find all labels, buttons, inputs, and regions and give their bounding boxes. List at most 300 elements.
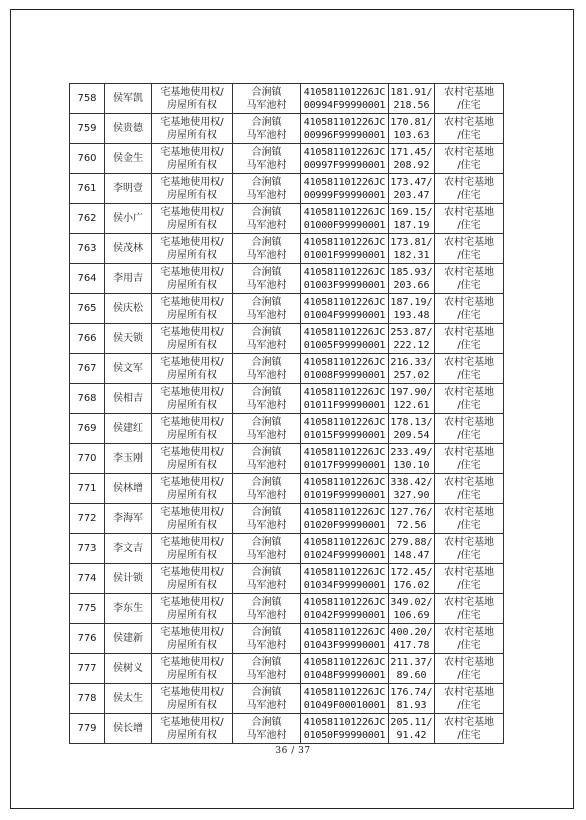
usage-line: /住宅 (457, 99, 481, 111)
location-cell (233, 144, 301, 174)
right-type-line: 宅基地使用权/ (160, 416, 224, 428)
usage-line: 农村宅基地 (444, 116, 494, 128)
right-type-line: 房屋所有权 (167, 429, 217, 441)
right-type-line: 宅基地使用权/ (160, 596, 224, 608)
right-type-cell (152, 174, 233, 204)
location-line: 马军池村 (246, 309, 287, 321)
location-line: 合涧镇 (251, 146, 282, 158)
area-line: 193.48 (393, 309, 430, 321)
unit-code-cell (301, 144, 389, 174)
unit-code-line: 01034F99990001 (303, 579, 386, 591)
area-line: 203.47 (393, 189, 430, 201)
unit-code-line: 410581101226JC (303, 236, 386, 248)
location-line: 合涧镇 (251, 416, 282, 428)
location-line: 合涧镇 (251, 536, 282, 548)
area-line: 216.33/ (390, 356, 433, 368)
right-type-line: 房屋所有权 (167, 699, 217, 711)
unit-code-cell (301, 234, 389, 264)
right-type-line: 房屋所有权 (167, 459, 217, 471)
area-cell (389, 444, 435, 474)
right-type-line: 房屋所有权 (167, 99, 217, 111)
unit-code-line: 410581101226JC (303, 506, 386, 518)
location-line: 马军池村 (246, 129, 287, 141)
usage-line: 农村宅基地 (444, 206, 494, 218)
usage-line: /住宅 (457, 189, 481, 201)
row-number-cell: 760 (70, 144, 105, 174)
usage-line: 农村宅基地 (444, 266, 494, 278)
area-cell (389, 384, 435, 414)
registration-table (69, 83, 504, 744)
area-line: 72.56 (396, 519, 427, 531)
location-cell (233, 624, 301, 654)
unit-code-cell (301, 114, 389, 144)
usage-line: /住宅 (457, 549, 481, 561)
location-line: 马军池村 (246, 579, 287, 591)
area-line: 169.15/ (390, 206, 433, 218)
area-line: 257.02 (393, 369, 430, 381)
right-type-cell (152, 114, 233, 144)
location-line: 马军池村 (246, 249, 287, 261)
location-line: 马军池村 (246, 99, 287, 111)
area-cell (389, 654, 435, 684)
location-line: 马军池村 (246, 639, 287, 651)
unit-code-cell (301, 354, 389, 384)
usage-line: /住宅 (457, 699, 481, 711)
table-row (70, 474, 504, 504)
location-line: 马军池村 (246, 519, 287, 531)
location-cell (233, 654, 301, 684)
unit-code-line: 410581101226JC (303, 536, 386, 548)
location-cell (233, 114, 301, 144)
row-number-cell: 766 (70, 324, 105, 354)
area-cell (389, 504, 435, 534)
location-line: 马军池村 (246, 489, 287, 501)
usage-cell (435, 324, 504, 354)
table-row (70, 294, 504, 324)
table-row (70, 114, 504, 144)
row-number-cell: 771 (70, 474, 105, 504)
area-line: 171.45/ (390, 146, 433, 158)
area-line: 182.31 (393, 249, 430, 261)
area-line: 400.20/ (390, 626, 433, 638)
right-type-line: 宅基地使用权/ (160, 206, 224, 218)
location-line: 马军池村 (246, 189, 287, 201)
area-cell (389, 534, 435, 564)
unit-code-cell (301, 654, 389, 684)
right-type-line: 房屋所有权 (167, 249, 217, 261)
location-line: 合涧镇 (251, 656, 282, 668)
row-number-cell: 761 (70, 174, 105, 204)
name-cell: 侯小广 (105, 204, 152, 234)
area-cell (389, 684, 435, 714)
area-line: 81.93 (396, 699, 427, 711)
name-cell: 侯贵德 (105, 114, 152, 144)
row-number-cell: 777 (70, 654, 105, 684)
right-type-cell (152, 354, 233, 384)
usage-line: /住宅 (457, 639, 481, 651)
usage-line: 农村宅基地 (444, 236, 494, 248)
usage-line: /住宅 (457, 669, 481, 681)
right-type-line: 房屋所有权 (167, 669, 217, 681)
usage-line: 农村宅基地 (444, 596, 494, 608)
table-row (70, 234, 504, 264)
location-cell (233, 684, 301, 714)
unit-code-cell (301, 264, 389, 294)
unit-code-cell (301, 684, 389, 714)
right-type-line: 房屋所有权 (167, 399, 217, 411)
right-type-line: 宅基地使用权/ (160, 86, 224, 98)
area-line: 176.74/ (390, 686, 433, 698)
right-type-line: 房屋所有权 (167, 519, 217, 531)
unit-code-line: 410581101226JC (303, 176, 386, 188)
usage-line: /住宅 (457, 309, 481, 321)
right-type-line: 房屋所有权 (167, 189, 217, 201)
usage-cell (435, 174, 504, 204)
location-line: 合涧镇 (251, 176, 282, 188)
name-cell: 侯金生 (105, 144, 152, 174)
row-number-cell: 772 (70, 504, 105, 534)
location-line: 合涧镇 (251, 716, 282, 728)
name-cell: 李用吉 (105, 264, 152, 294)
usage-line: 农村宅基地 (444, 536, 494, 548)
location-cell (233, 324, 301, 354)
usage-line: /住宅 (457, 399, 481, 411)
area-line: 106.69 (393, 609, 430, 621)
usage-cell (435, 444, 504, 474)
unit-code-line: 410581101226JC (303, 686, 386, 698)
area-line: 417.78 (393, 639, 430, 651)
right-type-cell (152, 204, 233, 234)
usage-line: 农村宅基地 (444, 86, 494, 98)
location-cell (233, 534, 301, 564)
usage-line: 农村宅基地 (444, 176, 494, 188)
unit-code-line: 410581101226JC (303, 116, 386, 128)
unit-code-line: 01017F99990001 (303, 459, 386, 471)
row-number-cell: 768 (70, 384, 105, 414)
area-line: 253.87/ (390, 326, 433, 338)
right-type-cell (152, 654, 233, 684)
right-type-line: 宅基地使用权/ (160, 176, 224, 188)
table-row (70, 564, 504, 594)
unit-code-cell (301, 564, 389, 594)
location-line: 合涧镇 (251, 296, 282, 308)
usage-cell (435, 504, 504, 534)
right-type-line: 房屋所有权 (167, 339, 217, 351)
right-type-cell (152, 234, 233, 264)
usage-line: 农村宅基地 (444, 356, 494, 368)
right-type-line: 宅基地使用权/ (160, 566, 224, 578)
right-type-line: 宅基地使用权/ (160, 296, 224, 308)
table-row (70, 204, 504, 234)
name-cell: 李玉刚 (105, 444, 152, 474)
unit-code-line: 01048F99990001 (303, 669, 386, 681)
table-body (70, 84, 504, 744)
right-type-cell (152, 84, 233, 114)
area-line: 181.91/ (390, 86, 433, 98)
usage-line: /住宅 (457, 579, 481, 591)
row-number-cell: 774 (70, 564, 105, 594)
area-line: 127.76/ (390, 506, 433, 518)
row-number-cell: 759 (70, 114, 105, 144)
usage-line: 农村宅基地 (444, 566, 494, 578)
right-type-line: 宅基地使用权/ (160, 476, 224, 488)
area-line: 233.49/ (390, 446, 433, 458)
usage-cell (435, 414, 504, 444)
area-cell (389, 624, 435, 654)
usage-line: 农村宅基地 (444, 506, 494, 518)
area-line: 327.90 (393, 489, 430, 501)
location-cell (233, 594, 301, 624)
right-type-cell (152, 474, 233, 504)
row-number-cell: 776 (70, 624, 105, 654)
usage-line: /住宅 (457, 429, 481, 441)
right-type-line: 房屋所有权 (167, 129, 217, 141)
usage-line: /住宅 (457, 219, 481, 231)
area-cell (389, 714, 435, 744)
location-cell (233, 264, 301, 294)
unit-code-cell (301, 714, 389, 744)
usage-cell (435, 384, 504, 414)
usage-cell (435, 84, 504, 114)
area-cell (389, 264, 435, 294)
table-row (70, 714, 504, 744)
usage-cell (435, 684, 504, 714)
location-cell (233, 84, 301, 114)
unit-code-line: 01019F99990001 (303, 489, 386, 501)
unit-code-line: 01004F99990001 (303, 309, 386, 321)
location-line: 合涧镇 (251, 686, 282, 698)
unit-code-line: 00996F99990001 (303, 129, 386, 141)
area-line: 103.63 (393, 129, 430, 141)
usage-cell (435, 204, 504, 234)
unit-code-line: 00999F99990001 (303, 189, 386, 201)
row-number-cell: 779 (70, 714, 105, 744)
usage-line: 农村宅基地 (444, 296, 494, 308)
table-row (70, 354, 504, 384)
unit-code-line: 01015F99990001 (303, 429, 386, 441)
location-line: 合涧镇 (251, 86, 282, 98)
unit-code-line: 410581101226JC (303, 596, 386, 608)
unit-code-line: 00994F99990001 (303, 99, 386, 111)
unit-code-line: 410581101226JC (303, 296, 386, 308)
location-line: 马军池村 (246, 699, 287, 711)
area-line: 89.60 (396, 669, 427, 681)
right-type-line: 房屋所有权 (167, 309, 217, 321)
area-line: 187.19/ (390, 296, 433, 308)
right-type-line: 房屋所有权 (167, 579, 217, 591)
right-type-cell (152, 444, 233, 474)
unit-code-cell (301, 534, 389, 564)
usage-line: 农村宅基地 (444, 416, 494, 428)
usage-cell (435, 144, 504, 174)
unit-code-line: 01005F99990001 (303, 339, 386, 351)
right-type-cell (152, 324, 233, 354)
row-number-cell: 773 (70, 534, 105, 564)
area-cell (389, 474, 435, 504)
right-type-cell (152, 564, 233, 594)
location-line: 合涧镇 (251, 326, 282, 338)
name-cell: 李明壹 (105, 174, 152, 204)
area-cell (389, 324, 435, 354)
usage-line: 农村宅基地 (444, 386, 494, 398)
area-cell (389, 564, 435, 594)
area-cell (389, 594, 435, 624)
unit-code-line: 01001F99990001 (303, 249, 386, 261)
location-line: 合涧镇 (251, 386, 282, 398)
unit-code-cell (301, 174, 389, 204)
area-line: 122.61 (393, 399, 430, 411)
area-line: 148.47 (393, 549, 430, 561)
right-type-line: 宅基地使用权/ (160, 536, 224, 548)
location-cell (233, 714, 301, 744)
location-line: 马军池村 (246, 219, 287, 231)
row-number-cell: 770 (70, 444, 105, 474)
name-cell: 侯庆松 (105, 294, 152, 324)
name-cell: 侯茂林 (105, 234, 152, 264)
area-line: 172.45/ (390, 566, 433, 578)
area-line: 197.90/ (390, 386, 433, 398)
usage-line: /住宅 (457, 339, 481, 351)
location-cell (233, 414, 301, 444)
row-number-cell: 778 (70, 684, 105, 714)
name-cell: 侯建新 (105, 624, 152, 654)
right-type-cell (152, 414, 233, 444)
row-number-cell: 763 (70, 234, 105, 264)
usage-line: /住宅 (457, 159, 481, 171)
name-cell: 侯林增 (105, 474, 152, 504)
unit-code-cell (301, 414, 389, 444)
name-cell: 侯相吉 (105, 384, 152, 414)
usage-cell (435, 654, 504, 684)
area-line: 173.47/ (390, 176, 433, 188)
unit-code-line: 410581101226JC (303, 716, 386, 728)
usage-cell (435, 594, 504, 624)
location-cell (233, 444, 301, 474)
area-line: 279.88/ (390, 536, 433, 548)
area-line: 91.42 (396, 729, 427, 741)
right-type-line: 宅基地使用权/ (160, 656, 224, 668)
usage-cell (435, 534, 504, 564)
location-cell (233, 564, 301, 594)
right-type-line: 房屋所有权 (167, 159, 217, 171)
right-type-cell (152, 294, 233, 324)
name-cell: 李东生 (105, 594, 152, 624)
right-type-cell (152, 264, 233, 294)
table-row (70, 654, 504, 684)
location-line: 马军池村 (246, 549, 287, 561)
table-row (70, 414, 504, 444)
location-cell (233, 504, 301, 534)
right-type-cell (152, 714, 233, 744)
area-line: 173.81/ (390, 236, 433, 248)
table-row (70, 264, 504, 294)
area-cell (389, 84, 435, 114)
right-type-line: 宅基地使用权/ (160, 386, 224, 398)
unit-code-cell (301, 384, 389, 414)
right-type-line: 房屋所有权 (167, 219, 217, 231)
right-type-line: 宅基地使用权/ (160, 266, 224, 278)
right-type-cell (152, 594, 233, 624)
name-cell: 侯天锁 (105, 324, 152, 354)
location-cell (233, 204, 301, 234)
usage-line: /住宅 (457, 519, 481, 531)
right-type-cell (152, 384, 233, 414)
unit-code-line: 410581101226JC (303, 476, 386, 488)
usage-cell (435, 564, 504, 594)
usage-cell (435, 294, 504, 324)
area-line: 187.19 (393, 219, 430, 231)
usage-line: /住宅 (457, 279, 481, 291)
usage-line: 农村宅基地 (444, 686, 494, 698)
area-cell (389, 414, 435, 444)
unit-code-line: 01000F99990001 (303, 219, 386, 231)
unit-code-line: 410581101226JC (303, 416, 386, 428)
usage-line: 农村宅基地 (444, 626, 494, 638)
row-number-cell: 765 (70, 294, 105, 324)
row-number-cell: 767 (70, 354, 105, 384)
usage-line: 农村宅基地 (444, 146, 494, 158)
name-cell: 侯建红 (105, 414, 152, 444)
location-line: 马军池村 (246, 399, 287, 411)
location-cell (233, 174, 301, 204)
unit-code-line: 410581101226JC (303, 356, 386, 368)
table-row (70, 144, 504, 174)
row-number-cell: 758 (70, 84, 105, 114)
unit-code-cell (301, 504, 389, 534)
name-cell: 李文吉 (105, 534, 152, 564)
usage-cell (435, 354, 504, 384)
unit-code-line: 01003F99990001 (303, 279, 386, 291)
location-line: 马军池村 (246, 279, 287, 291)
table-row (70, 324, 504, 354)
area-line: 338.42/ (390, 476, 433, 488)
table-row (70, 534, 504, 564)
row-number-cell: 769 (70, 414, 105, 444)
unit-code-line: 410581101226JC (303, 146, 386, 158)
usage-cell (435, 474, 504, 504)
unit-code-cell (301, 84, 389, 114)
row-number-cell: 775 (70, 594, 105, 624)
area-line: 130.10 (393, 459, 430, 471)
area-cell (389, 234, 435, 264)
table-row (70, 594, 504, 624)
location-line: 马军池村 (246, 669, 287, 681)
location-cell (233, 474, 301, 504)
unit-code-line: 410581101226JC (303, 656, 386, 668)
right-type-line: 房屋所有权 (167, 639, 217, 651)
name-cell: 侯文军 (105, 354, 152, 384)
unit-code-cell (301, 324, 389, 354)
name-cell: 李海军 (105, 504, 152, 534)
location-cell (233, 234, 301, 264)
name-cell: 侯长增 (105, 714, 152, 744)
table-row (70, 384, 504, 414)
location-line: 马军池村 (246, 459, 287, 471)
unit-code-line: 01043F99990001 (303, 639, 386, 651)
right-type-cell (152, 144, 233, 174)
row-number-cell: 764 (70, 264, 105, 294)
area-line: 176.02 (393, 579, 430, 591)
usage-line: /住宅 (457, 249, 481, 261)
unit-code-line: 01049F00010001 (303, 699, 386, 711)
usage-line: /住宅 (457, 369, 481, 381)
unit-code-line: 410581101226JC (303, 446, 386, 458)
table-row (70, 504, 504, 534)
location-line: 合涧镇 (251, 356, 282, 368)
right-type-line: 宅基地使用权/ (160, 236, 224, 248)
unit-code-cell (301, 444, 389, 474)
table-row (70, 444, 504, 474)
